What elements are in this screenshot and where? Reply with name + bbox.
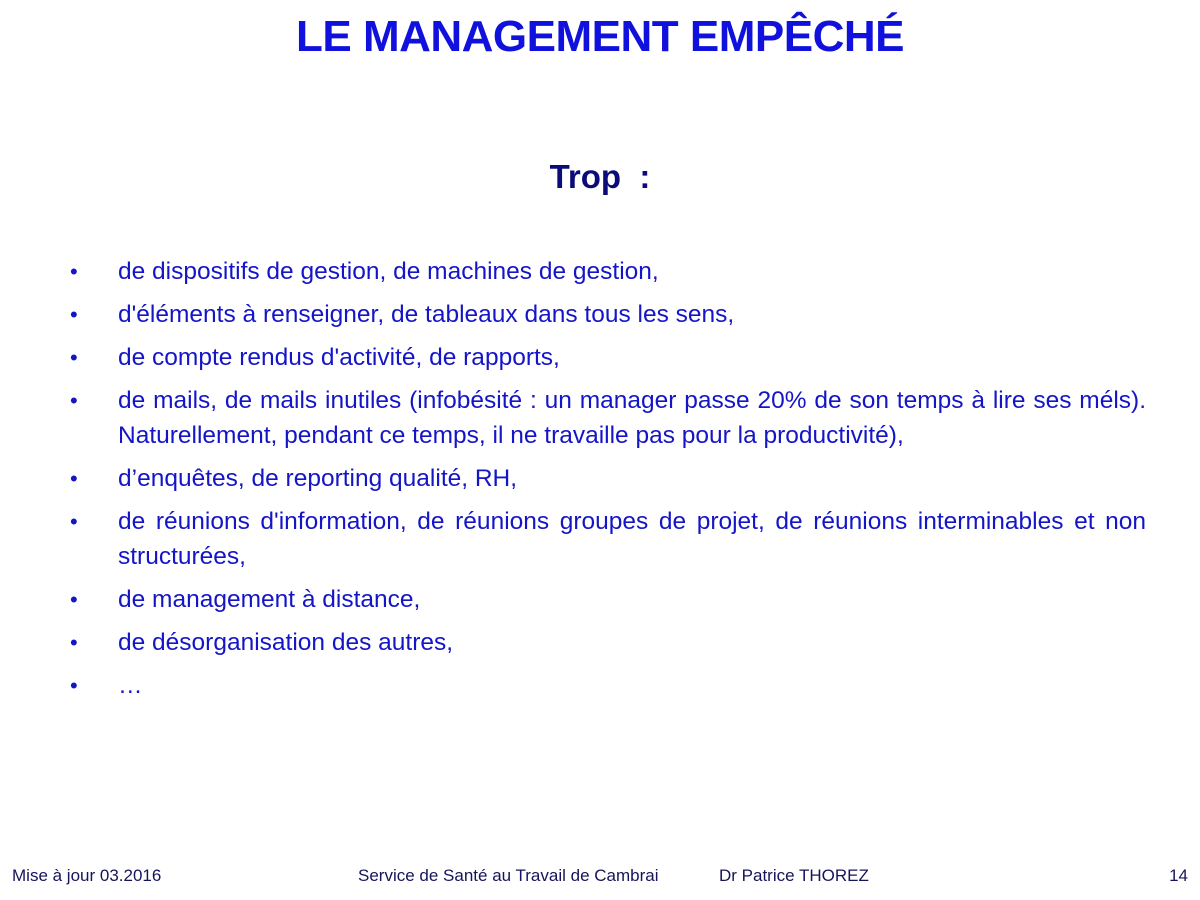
bullet-text: de management à distance, [118, 586, 421, 613]
bullet-marker: • [70, 630, 78, 655]
footer-author: Dr Patrice THOREZ [719, 866, 869, 885]
bullet-text: d'éléments à renseigner, de tableaux dans tous les sens, [118, 301, 735, 328]
bullet-text: de mails, de mails inutiles (infobésité : un manager passe 20% de son temps à lire ses méls). Naturellement, pendant ce temps, il ne travaille pas pour la productivité), [118, 387, 1146, 449]
bullet-item [64, 254, 1146, 289]
bullet-item [64, 297, 1146, 332]
bullet-item [64, 461, 1146, 496]
bullet-text: … [118, 672, 143, 699]
footer-organization: Service de Santé au Travail de Cambrai [358, 866, 659, 885]
bullet-marker: • [70, 673, 78, 698]
bullet-text: de dispositifs de gestion, de machines de gestion, [118, 258, 659, 285]
bullet-item [64, 582, 1146, 617]
slide-title: LE MANAGEMENT EMPÊCHÉ [296, 12, 904, 61]
slide-subtitle: Trop : [549, 158, 651, 195]
bullet-text: de réunions d'information, de réunions groupes de projet, de réunions interminables et non structurées, [118, 508, 1146, 570]
bullet-text: de compte rendus d'activité, de rapports, [118, 344, 560, 371]
bullet-item [64, 383, 1146, 453]
bullet-text: d’enquêtes, de reporting qualité, RH, [118, 465, 518, 492]
bullet-item [64, 340, 1146, 375]
footer-update-date: Mise à jour 03.2016 [12, 866, 162, 885]
bullet-marker: • [70, 587, 78, 612]
page-number: 14 [1169, 866, 1188, 885]
bullet-item [64, 504, 1146, 574]
bullet-item [64, 625, 1146, 660]
bullet-text: de désorganisation des autres, [118, 629, 454, 656]
bullet-marker: • [70, 302, 78, 327]
bullet-marker: • [70, 388, 78, 413]
bullet-item [64, 668, 1146, 703]
bullet-marker: • [70, 345, 78, 370]
bullet-marker: • [70, 259, 78, 284]
bullet-list [64, 254, 1146, 711]
bullet-marker: • [70, 466, 78, 491]
bullet-marker: • [70, 509, 78, 534]
